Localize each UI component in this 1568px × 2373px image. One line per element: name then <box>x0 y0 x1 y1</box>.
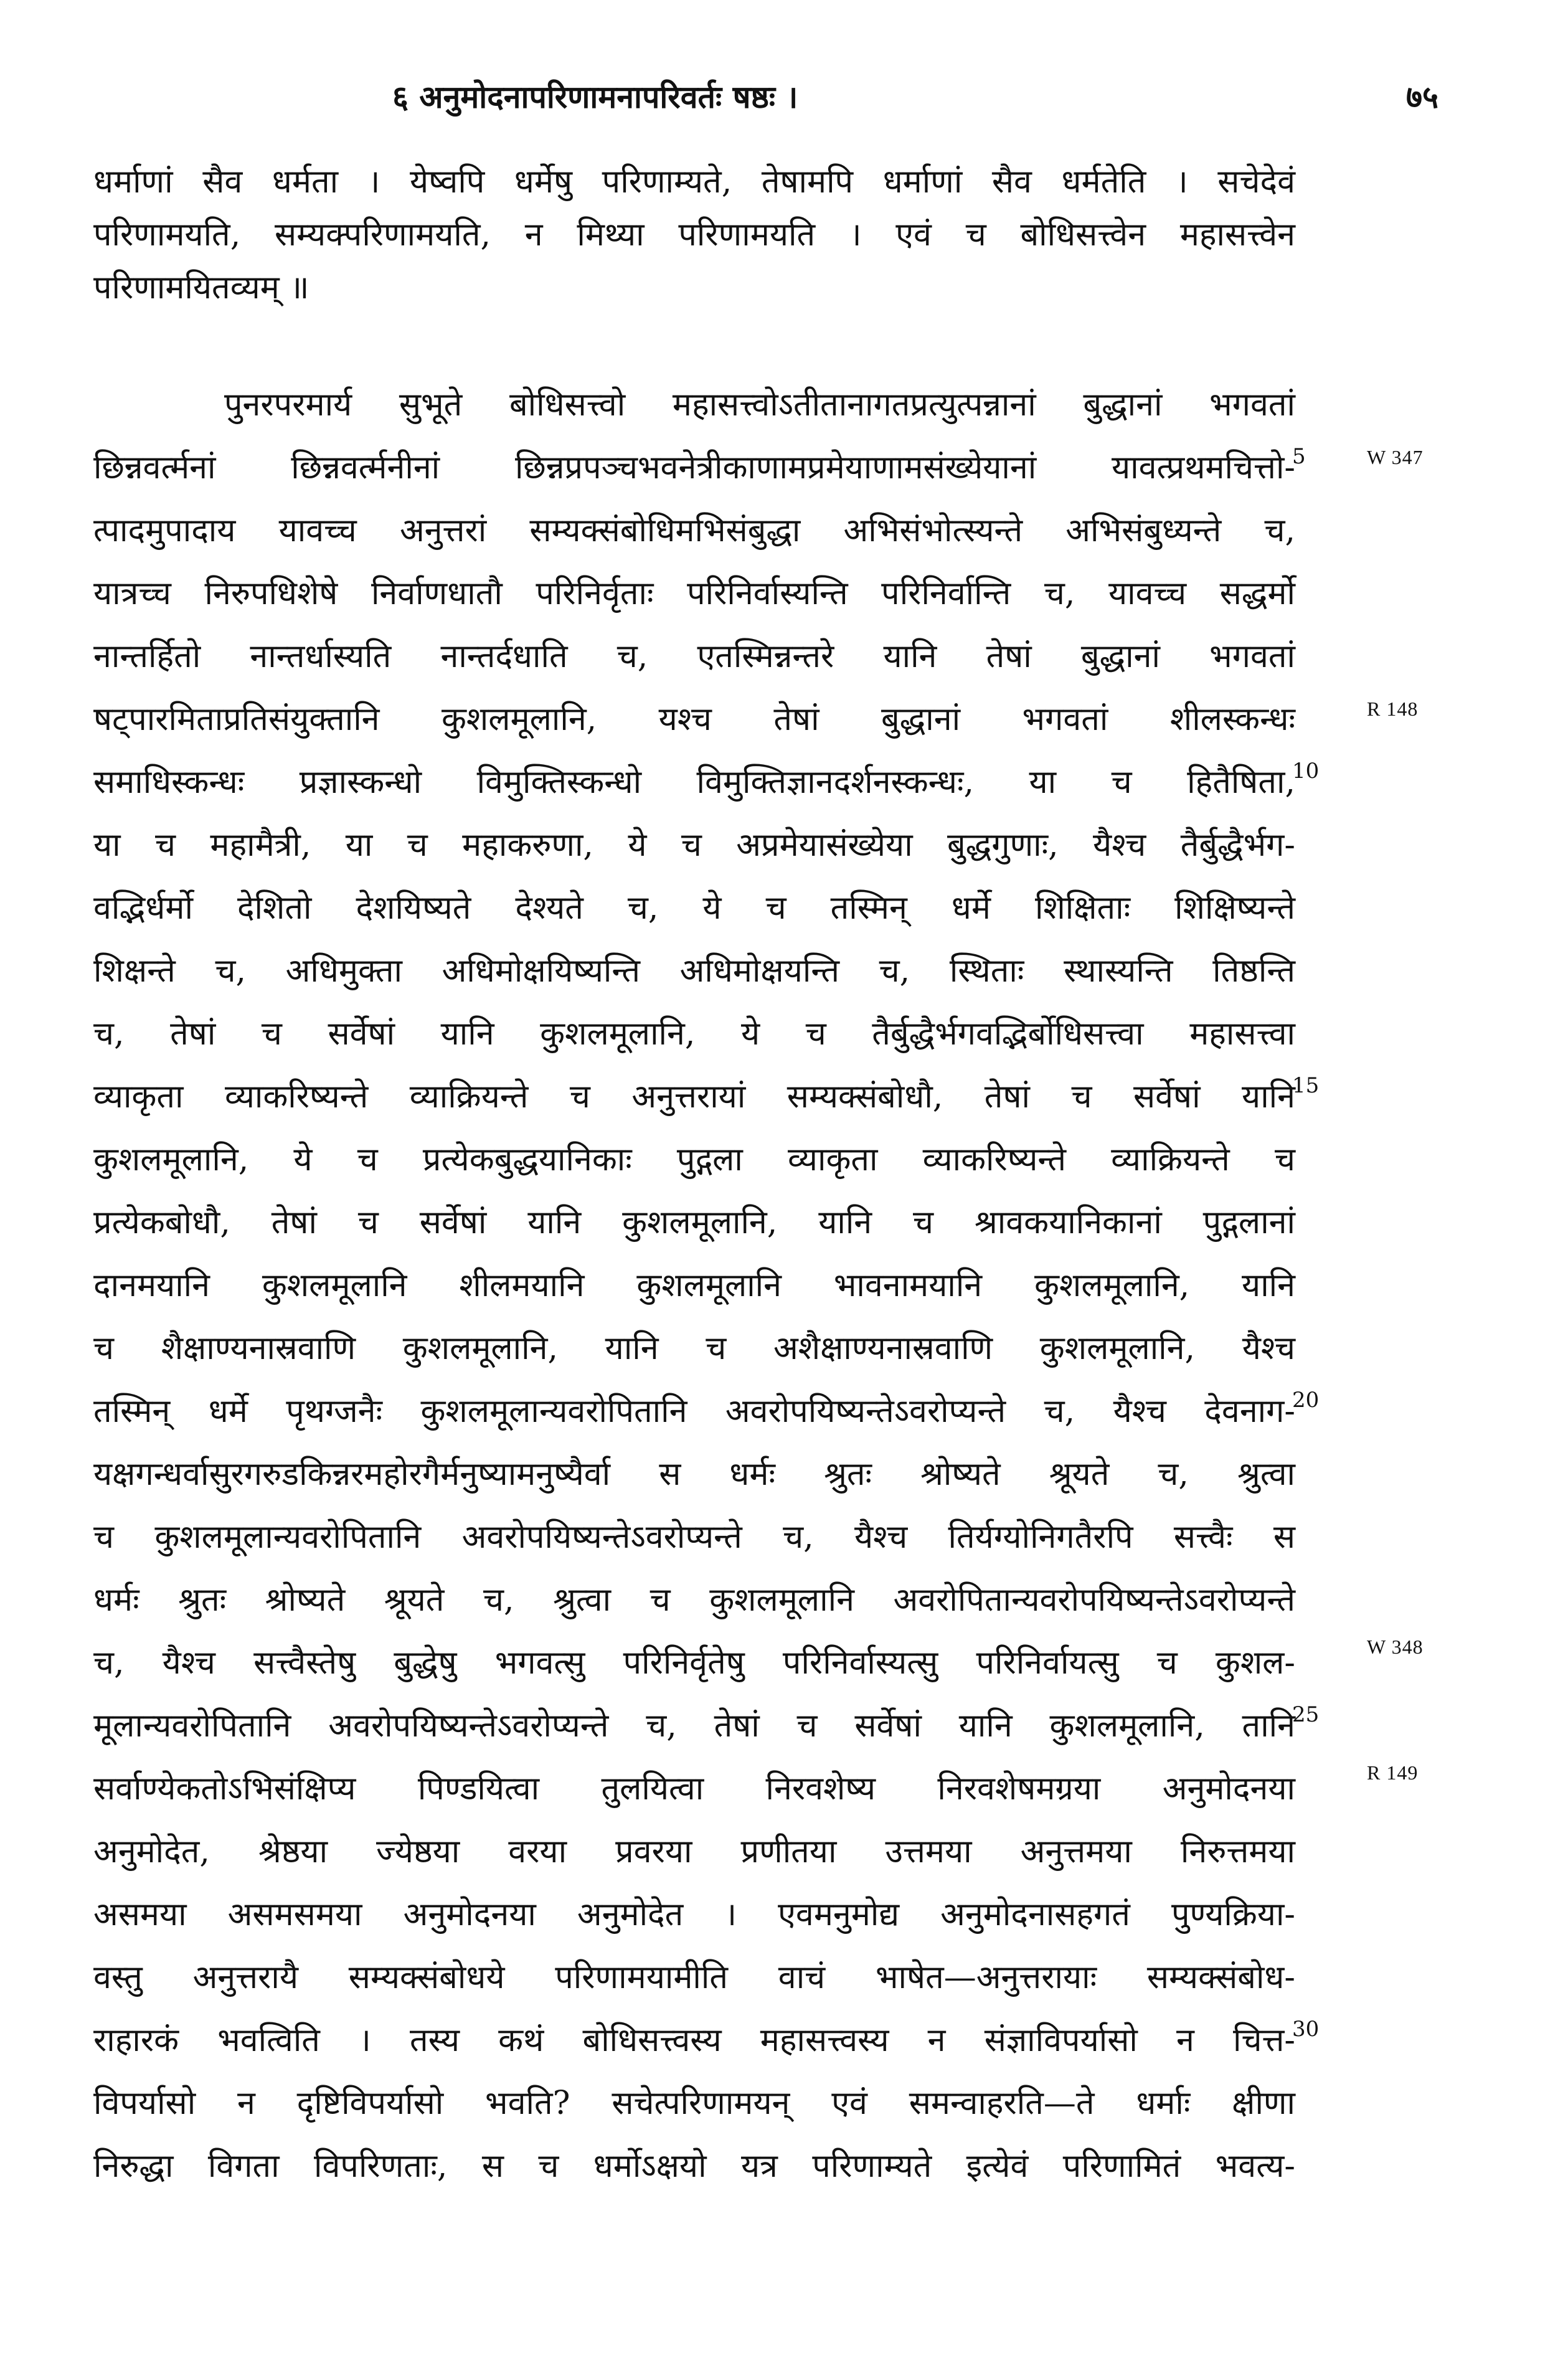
text-line: च, यैश्च सत्त्वैस्तेषु बुद्धेषु भगवत्सु परिनिर्वृतेषु परिनिर्वास्यत्सु परिनिर्वायत्सु च कुशल- <box>93 1644 1295 1682</box>
margin-line-number: 30 <box>1292 2017 1320 2042</box>
text-line: धर्माणां सैव धर्मता । येष्वपि धर्मेषु परिणाम्यते, तेषामपि धर्माणां सैव धर्मतेति । सचेदेवं <box>93 163 1295 201</box>
text-line: पुनरपरमार्य सुभूते बोधिसत्त्वो महासत्त्वोऽतीतानागतप्रत्युत्पन्नानां बुद्धानां भगवतां <box>224 386 1295 424</box>
text-line: परिणामयति, सम्यक्परिणामयति, न मिथ्या परिणामयति । एवं च बोधिसत्त्वेन महासत्त्वेन <box>93 216 1295 253</box>
margin-reference: W 348 <box>1367 1636 1424 1658</box>
text-line: छिन्नवर्त्मनां छिन्नवर्त्मनीनां छिन्नप्रपञ्चभवनेत्रीकाणामप्रमेयाणामसंख्येयानां यावत्प्रथमचित्तो- <box>93 449 1295 486</box>
text-line: त्पादमुपादाय यावच्च अनुत्तरां सम्यक्संबोधिमभिसंबुद्धा अभिसंभोत्स्यन्ते अभिसंबुध्यन्ते च, <box>93 512 1295 549</box>
text-line: कुशलमूलानि, ये च प्रत्येकबुद्धयानिकाः पुद्गला व्याकृता व्याकरिष्यन्ते व्याक्रियन्ते च <box>93 1141 1295 1178</box>
margin-line-number: 25 <box>1292 1702 1320 1727</box>
margin-reference: R 148 <box>1367 698 1419 720</box>
page-header <box>349 75 1438 131</box>
text-line: अनुमोदेत, श्रेष्ठया ज्येष्ठया वरया प्रवरया प्रणीतया उत्तमया अनुत्तमया निरुत्तमया <box>93 1833 1295 1870</box>
text-line: परिणामयितव्यम् ॥ <box>93 269 309 306</box>
text-line: व्याकृता व्याकरिष्यन्ते व्याक्रियन्ते च अनुत्तरायां सम्यक्संबोधौ, तेषां च सर्वेषां यानि <box>93 1078 1295 1115</box>
text-line: यात्रच्च निरुपधिशेषे निर्वाणधातौ परिनिर्वृताः परिनिर्वास्यन्ति परिनिर्वान्ति च, यावच्च सद्धर्मो <box>93 575 1295 612</box>
text-line: च शैक्षाण्यनास्रवाणि कुशलमूलानि, यानि च अशैक्षाण्यनास्रवाणि कुशलमूलानि, यैश्च <box>93 1330 1295 1367</box>
text-line: षट्पारमिताप्रतिसंयुक्तानि कुशलमूलानि, यश्च तेषां बुद्धानां भगवतां शीलस्कन्धः <box>93 701 1295 738</box>
margin-reference: R 149 <box>1367 1761 1419 1784</box>
margin-line-number: 5 <box>1292 444 1306 469</box>
text-line: तस्मिन् धर्मे पृथग्जनैः कुशलमूलान्यवरोपितानि अवरोपयिष्यन्तेऽवरोप्यन्ते च, यैश्च देवनाग- <box>93 1393 1295 1430</box>
text-line: मूलान्यवरोपितानि अवरोपयिष्यन्तेऽवरोप्यन्ते च, तेषां च सर्वेषां यानि कुशलमूलानि, तानि <box>93 1707 1295 1745</box>
text-line: समाधिस्कन्धः प्रज्ञास्कन्धो विमुक्तिस्कन्धो विमुक्तिज्ञानदर्शनस्कन्धः, या च हितैषिता, <box>93 764 1295 801</box>
text-line: दानमयानि कुशलमूलानि शीलमयानि कुशलमूलानि भावनामयानि कुशलमूलानि, यानि <box>93 1267 1295 1304</box>
text-line: नान्तर्हितो नान्तर्धास्यति नान्तर्दधाति च, एतस्मिन्नन्तरे यानि तेषां बुद्धानां भगवतां <box>93 638 1295 675</box>
main-paragraph <box>93 374 1295 2198</box>
margin-line-number: 20 <box>1292 1388 1320 1413</box>
intro-paragraph <box>93 156 1295 315</box>
margin-line-number: 10 <box>1292 759 1320 784</box>
text-line: च कुशलमूलान्यवरोपितानि अवरोपयिष्यन्तेऽवरोप्यन्ते च, यैश्च तिर्यग्योनिगतैरपि सत्त्वैः स <box>93 1518 1295 1556</box>
text-line: विपर्यासो न दृष्टिविपर्यासो भवति? सचेत्परिणामयन् एवं समन्वाहरति—ते धर्माः क्षीणा <box>93 2085 1295 2122</box>
margin-reference: W 347 <box>1367 446 1424 468</box>
text-line: प्रत्येकबोधौ, तेषां च सर्वेषां यानि कुशलमूलानि, यानि च श्रावकयानिकानां पुद्गलानां <box>93 1204 1295 1241</box>
text-line: वद्भिर्धर्मो देशितो देशयिष्यते देश्यते च, ये च तस्मिन् धर्मे शिक्षिताः शिक्षिष्यन्ते <box>93 889 1295 927</box>
text-line: शिक्षन्ते च, अधिमुक्ता अधिमोक्षयिष्यन्ति अधिमोक्षयन्ति च, स्थिताः स्थास्यन्ति तिष्ठन्ति <box>93 952 1295 990</box>
text-line: निरुद्धा विगता विपरिणताः, स च धर्मोऽक्षयो यत्र परिणाम्यते इत्येवं परिणामितं भवत्य- <box>93 2148 1295 2185</box>
page-number: ७५ <box>1406 78 1438 115</box>
text-line: राहारकं भवत्विति । तस्य कथं बोधिसत्त्वस्य महासत्त्वस्य न संज्ञाविपर्यासो न चित्त- <box>93 2022 1295 2059</box>
text-line: वस्तु अनुत्तरायै सम्यक्संबोधये परिणामयामीति वाचं भाषेत—अनुत्तरायाः सम्यक्संबोध- <box>93 1959 1295 1996</box>
text-line: असमया असमसमया अनुमोदनया अनुमोदेत । एवमनुमोद्य अनुमोदनासहगतं पुण्यक्रिया- <box>93 1896 1295 1933</box>
text-line: धर्मः श्रुतः श्रोष्यते श्रूयते च, श्रुत्वा च कुशलमूलानि अवरोपितान्यवरोपयिष्यन्तेऽवरोप्यन्ते <box>93 1581 1295 1619</box>
text-line: सर्वाण्येकतोऽभिसंक्षिप्य पिण्डयित्वा तुलयित्वा निरवशेष्य निरवशेषमग्रया अनुमोदनया <box>93 1770 1295 1807</box>
text-line: यक्षगन्धर्वासुरगरुडकिन्नरमहोरगैर्मनुष्यामनुष्यैर्वा स धर्मः श्रुतः श्रोष्यते श्रूयते च, श्रुत्वा <box>93 1456 1295 1493</box>
chapter-title: ६ अनुमोदनापरिणामनापरिवर्तः षष्ठः । <box>392 78 798 115</box>
margin-line-number: 15 <box>1292 1073 1320 1098</box>
text-line: च, तेषां च सर्वेषां यानि कुशलमूलानि, ये च तैर्बुद्धैर्भगवद्भिर्बोधिसत्त्वा महासत्त्वा <box>93 1015 1295 1053</box>
text-line: या च महामैत्री, या च महाकरुणा, ये च अप्रमेयासंख्येया बुद्धगुणाः, यैश्च तैर्बुद्धैर्भग- <box>93 827 1295 864</box>
